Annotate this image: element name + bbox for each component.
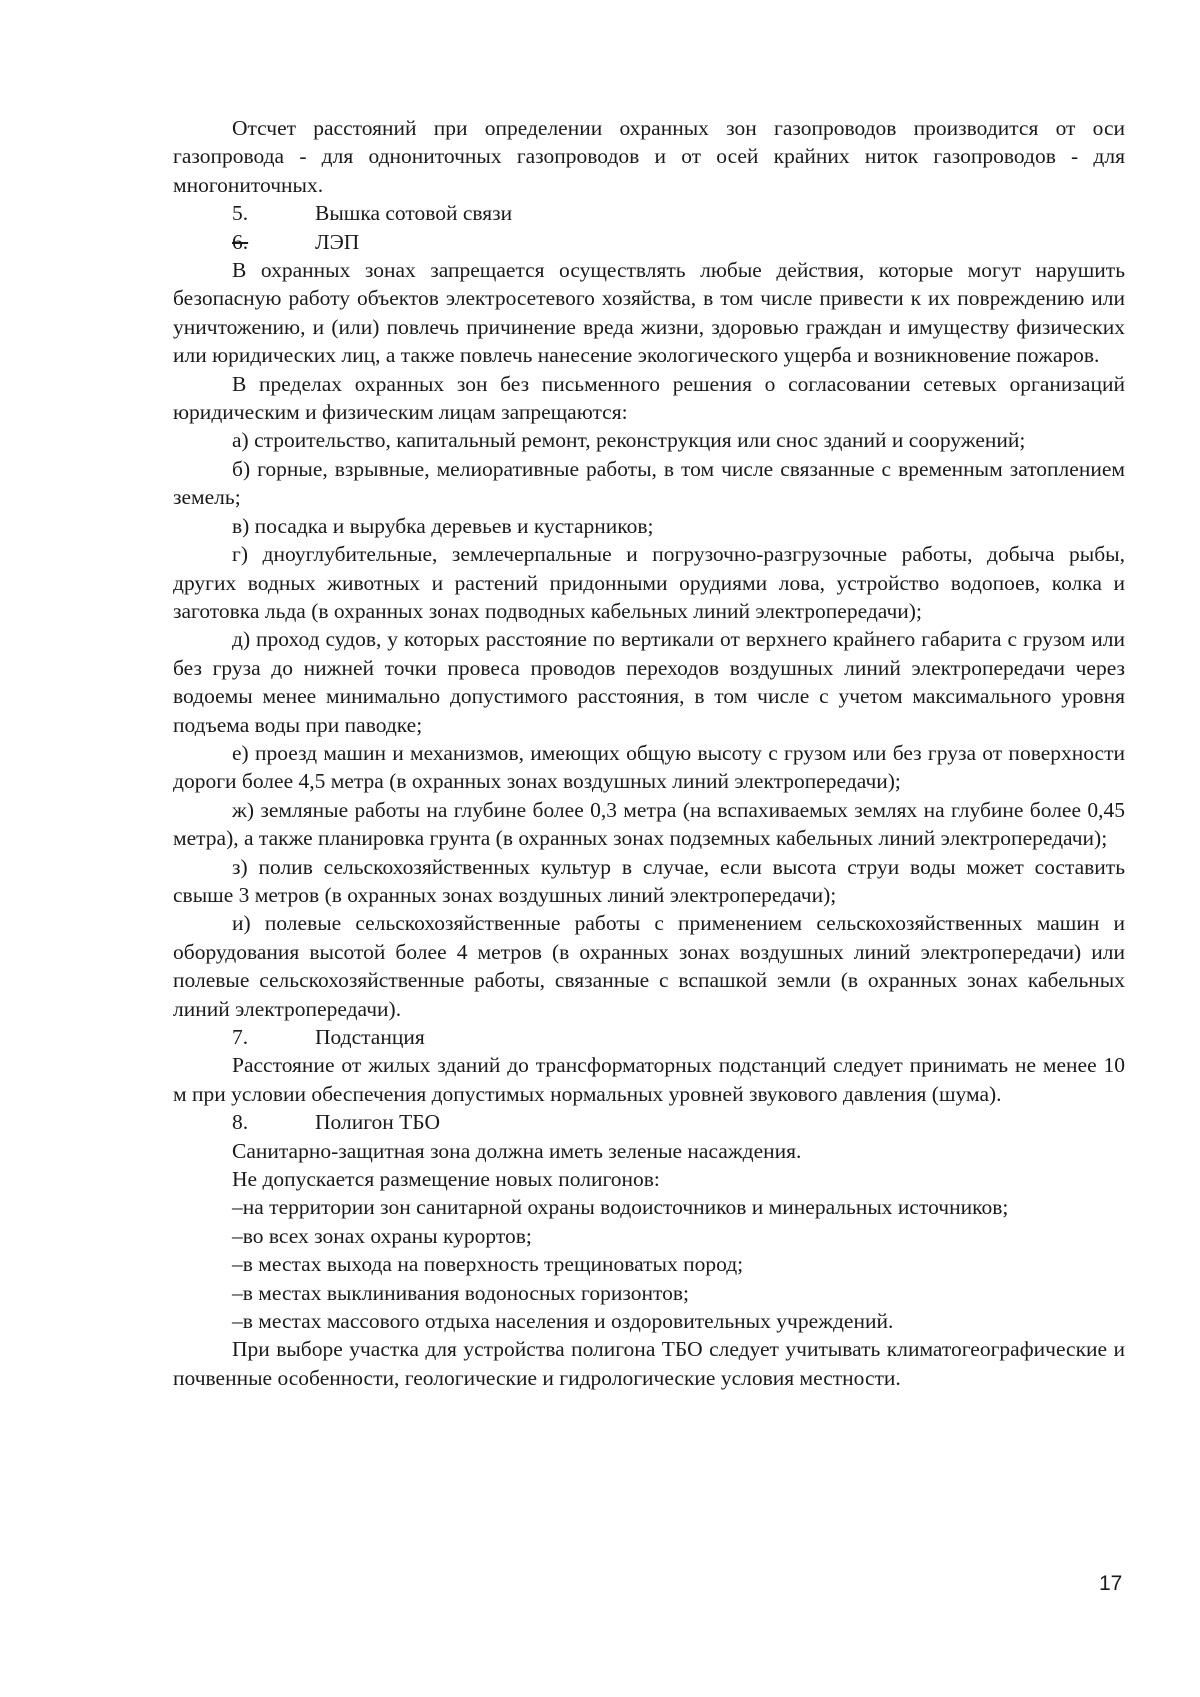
section-7-heading: [173, 1023, 1125, 1051]
dash-list-item: – во всех зонах охраны курортов;: [173, 1222, 1125, 1250]
section-6-title: ЛЭП: [315, 229, 360, 254]
section-8-paragraph-2: Не допускается размещение новых полигонов:: [232, 1167, 660, 1192]
section-8-paragraph-3: При выборе участка для устройства полигона ТБО следует учитывать климатогеографические и почвенные особенности, геологические и гидрологические условия местности.: [173, 1337, 1125, 1390]
section-7-number: 7.: [232, 1025, 249, 1049]
section-6-paragraph-2: В пределах охранных зон без письменного решения о согласовании сетевых организаций юридическим и физическим лицам запрещаются:: [173, 371, 1125, 425]
restriction-item-g: г) дноуглубительные, землечерпальные и погрузочно-разгрузочные работы, добыча рыбы, других водных животных и растений придонными орудиями лова, устройство водопоев, колка и заготовка льда (в охранных зонах подводных кабельных линий электропередачи);: [173, 542, 1125, 623]
document-body: [173, 114, 1125, 1392]
restriction-item-i: и) полевые сельскохозяйственные работы с применением сельскохозяйственных машин и оборудования высотой более 4 метров (в охранных зонах воздушных линий электропередачи) или полевые сельскохозяйственные работы, связанные с вспашкой земли (в охранных зонах кабельных линий электропередачи).: [173, 911, 1125, 1021]
restriction-item-a: а) строительство, капитальный ремонт, реконструкция или снос зданий и сооружений;: [232, 428, 1026, 453]
dash-list-item: – в местах массового отдыха населения и оздоровительных учреждений.: [173, 1307, 1125, 1335]
restriction-item-d: д) проход судов, у которых расстояние по вертикали от верхнего крайнего габарита с грузом или без груза до нижней точки провеса проводов переходов воздушных линий электропередачи через водоемы менее минимально допустимого расстояния, в том числе с учетом максимального уровня подъема воды при паводке;: [173, 627, 1125, 737]
section-8-heading: [173, 1108, 1125, 1136]
restriction-item-zh: ж) земляные работы на глубине более 0,3 метра (на вспахиваемых землях на глубине более 0,45 метра), а также планировка грунта (в охранных зонах подземных кабельных линий электропередачи);: [173, 797, 1125, 851]
restriction-item-v: в) посадка и вырубка деревьев и кустарников;: [232, 513, 654, 538]
section-6-number: 6.: [232, 229, 249, 254]
page-number: 17: [1099, 1572, 1123, 1595]
section-7-paragraph: Расстояние от жилых зданий до трансформаторных подстанций следует принимать не менее 10 м при условии обеспечения допустимых нормальных уровней звукового давления (шума).: [173, 1053, 1125, 1106]
section-5-title: Вышка сотовой связи: [315, 201, 513, 226]
section-7-title: Подстанция: [315, 1025, 425, 1049]
section-5-heading: [173, 199, 1125, 227]
section-5-number: 5.: [232, 201, 249, 226]
section-8-title: Полигон ТБО: [315, 1110, 441, 1135]
section-8-number: 8.: [232, 1110, 249, 1135]
section-6-paragraph-1: В охранных зонах запрещается осуществлять любые действия, которые могут нарушить безопасную работу объектов электросетевого хозяйства, в том числе привести к их повреждению или уничтожению, и (или) повлечь причинение вреда жизни, здоровью граждан и имуществу физических или юридических лиц, а также повлечь нанесение экологического ущерба и возникновение пожаров.: [173, 258, 1125, 368]
restriction-item-e: е) проезд машин и механизмов, имеющих общую высоту с грузом или без груза от поверхности дороги более 4,5 метра (в охранных зонах воздушных линий электропередачи);: [173, 740, 1125, 794]
section-6-heading: [173, 228, 1125, 256]
restriction-item-z: з) полив сельскохозяйственных культур в случае, если высота струи воды может составить свыше 3 метров (в охранных зонах воздушных линий электропередачи);: [173, 854, 1125, 907]
section-8-paragraph-1: Санитарно-защитная зона должна иметь зеленые насаждения.: [232, 1138, 802, 1163]
dash-list-item: – на территории зон санитарной охраны водоисточников и минеральных источников;: [173, 1193, 1125, 1221]
dash-list-item: – в местах выклинивания водоносных горизонтов;: [173, 1279, 1125, 1307]
restriction-item-b: б) горные, взрывные, мелиоративные работы, в том числе связанные с временным затоплением земель;: [173, 456, 1125, 510]
dash-list-item: – в местах выхода на поверхность трещиноватых пород;: [173, 1250, 1125, 1278]
intro-paragraph: Отсчет расстояний при определении охранных зон газопроводов производится от оси газопровода - для однониточных газопроводов и от осей крайних ниток газопроводов - для многониточных.: [173, 116, 1125, 197]
